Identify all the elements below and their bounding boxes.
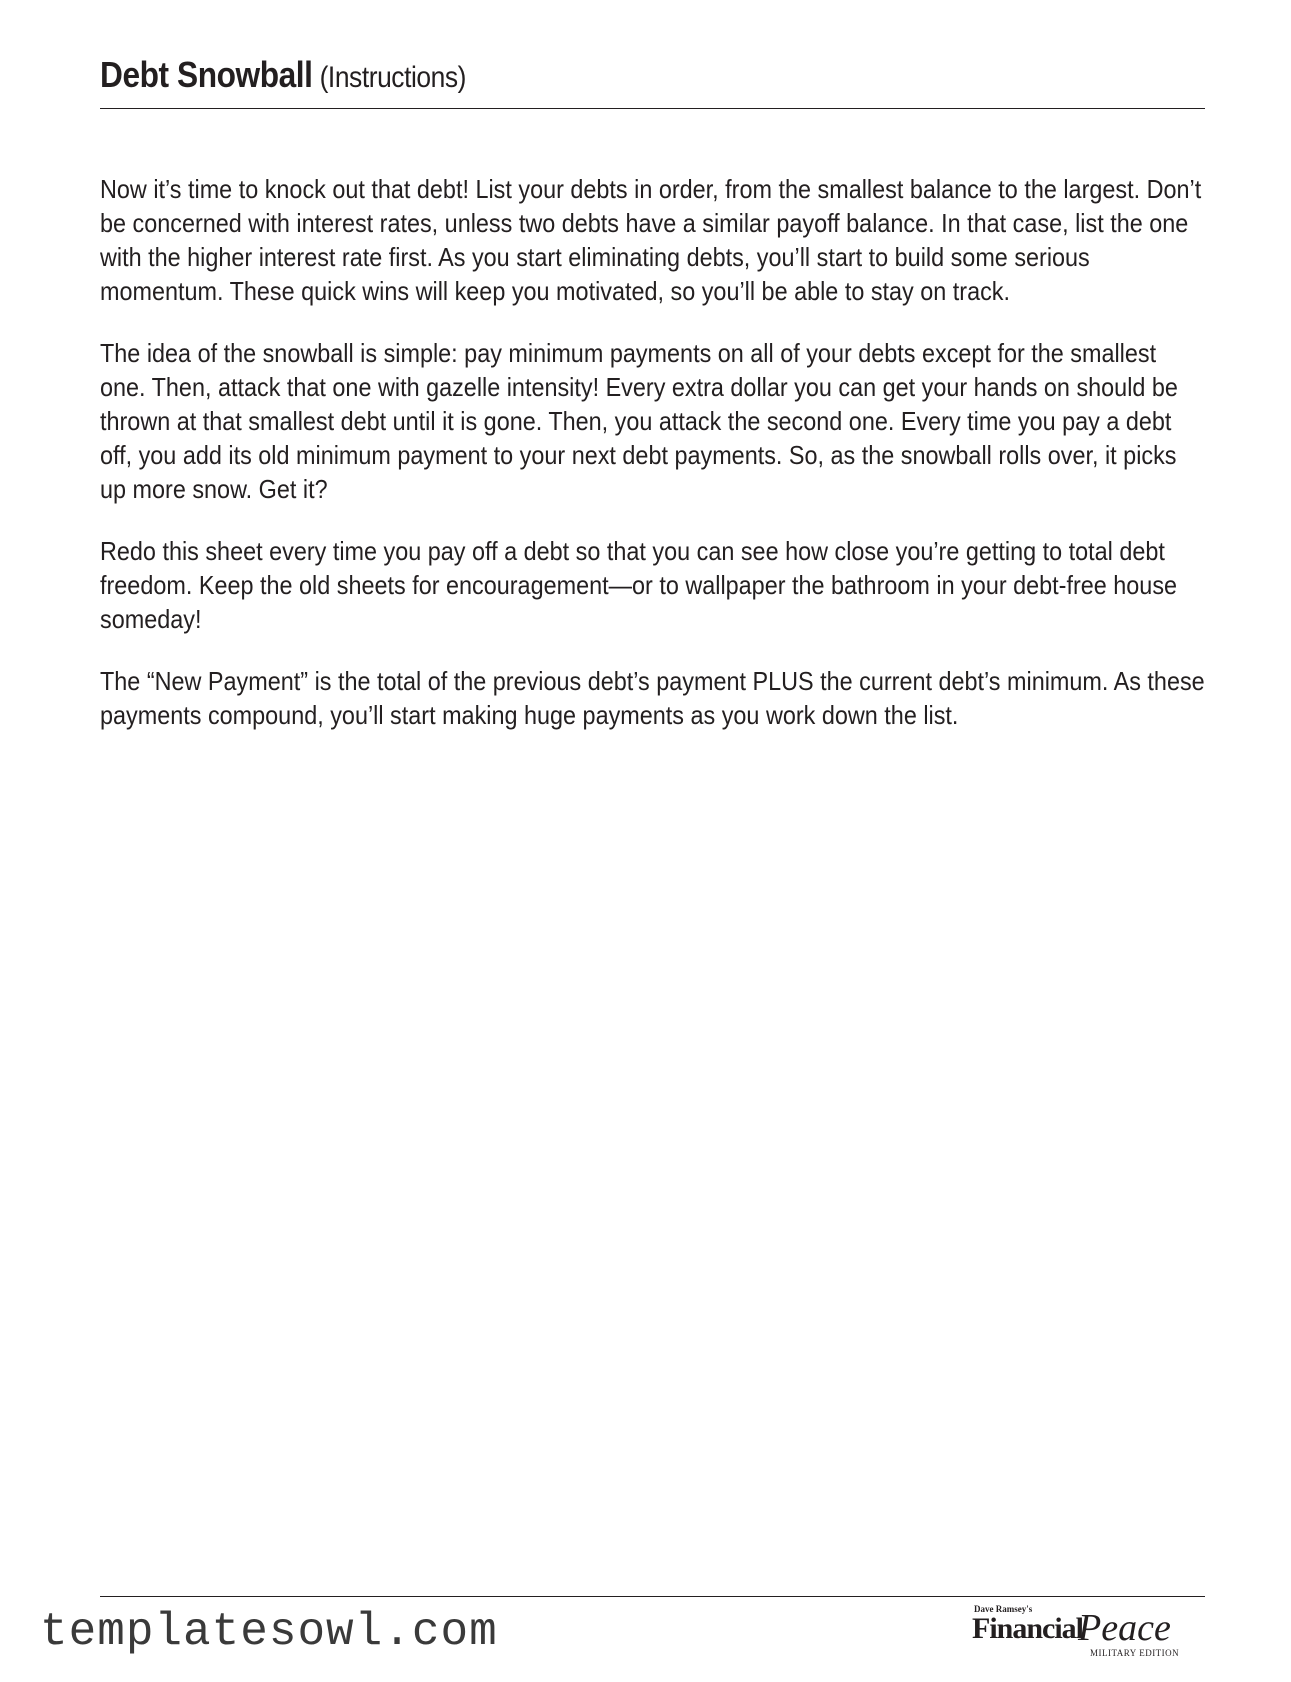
footer-divider bbox=[100, 1596, 1205, 1597]
paragraph-intro: Now it’s time to knock out that debt! List your debts in order, from the smallest balance to the largest. Don’t be concerned with interest rates, unless two debts have a similar payoff balance. In that case, list the one with the higher interest rate first. As you start eliminating debts, you’ll start to build some serious momentum. These quick wins will keep you motivated, so you’ll be able to stay on track. bbox=[100, 174, 1202, 306]
financial-peace-logo bbox=[972, 1604, 1192, 1664]
logo-edition: MILITARY EDITION bbox=[1090, 1648, 1180, 1658]
watermark-text: templatesowl.com bbox=[40, 1606, 498, 1658]
paragraph-snowball-idea: The idea of the snowball is simple: pay minimum payments on all of your debts except for the smallest one. Then, attack that one with gazelle intensity! Every extra dollar you can get your hands on should be thrown at that smallest debt until it is gone. Then, you attack the second one. Every time you pay a debt off, you add its old minimum payment to your next debt payments. So, as the snowball rolls over, it picks up more snow. Get it? bbox=[100, 338, 1178, 504]
paragraph-new-payment: The “New Payment” is the total of the previous debt’s payment PLUS the current debt’s minimum. As these payments compound, you’ll start making huge payments as you work down the list. bbox=[100, 666, 1205, 730]
logo-word: Financial bbox=[972, 1612, 1084, 1645]
title-text: Debt Snowball bbox=[100, 54, 313, 95]
logo-kicker: Dave Ramsey's bbox=[974, 1604, 1033, 1614]
title-subtitle: (Instructions) bbox=[319, 61, 466, 94]
paragraph-redo-sheet: Redo this sheet every time you pay off a debt so that you can see how close you’re getting to total debt freedom. Keep the old sheets for encouragement—or to wallpaper the bathroom in your debt-free house someday! bbox=[100, 536, 1178, 634]
instructions-body bbox=[100, 172, 1207, 760]
page-title bbox=[100, 54, 466, 96]
page-header bbox=[100, 52, 1205, 109]
logo-script: Peace bbox=[1078, 1607, 1171, 1649]
